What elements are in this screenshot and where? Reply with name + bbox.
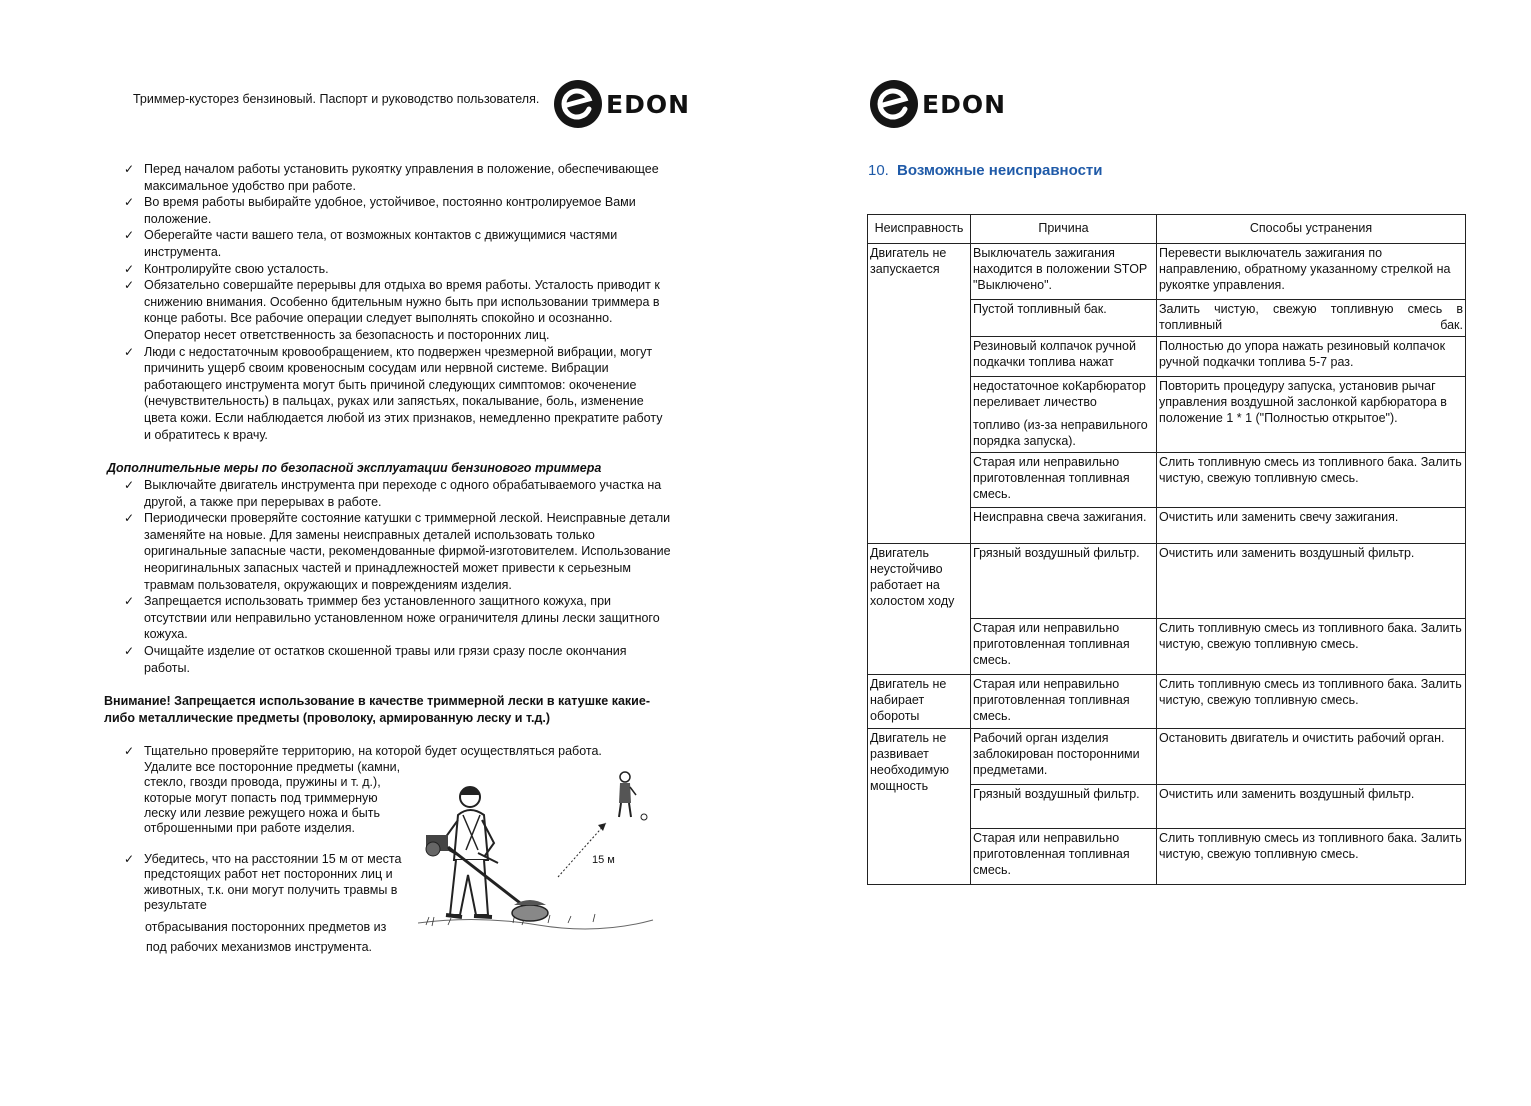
checkmark-icon: ✓ bbox=[124, 278, 135, 293]
cause-cell: Старая или неправильно приготовленная топливная смесь. bbox=[971, 829, 1157, 885]
logo-wordmark: EDON bbox=[606, 89, 691, 119]
fix-cell: Очистить или заменить воздушный фильтр. bbox=[1157, 544, 1466, 619]
checkmark-icon: ✓ bbox=[124, 594, 135, 609]
checkmark-icon: ✓ bbox=[124, 261, 135, 276]
fix-cell: Перевести выключатель зажигания по направлению, обратному указанному стрелкой на рукоятке управления. bbox=[1157, 244, 1466, 300]
list-item: ✓ Запрещается использовать триммер без установленного защитного кожуха, при отсутствии или неправильно установленном ноже ограничителя длины лески защитного кожуха. bbox=[124, 594, 660, 642]
cause-cell: Старая или неправильно приготовленная топливная смесь. bbox=[971, 453, 1157, 508]
list-item: ✓ Во время работы выбирайте удобное, устойчивое, постоянно контролируемое Вами положение. bbox=[124, 195, 636, 226]
table-row bbox=[868, 675, 1466, 729]
section-title bbox=[868, 162, 1102, 179]
table-row bbox=[868, 729, 1466, 785]
edon-logo-icon bbox=[553, 79, 603, 129]
fix-cell: Очистить или заменить свечу зажигания. bbox=[1157, 508, 1466, 544]
fix-cell: Слить топливную смесь из топливного бака. Залить чистую, свежую топливную смесь. bbox=[1157, 453, 1466, 508]
edon-logo-right bbox=[869, 79, 1006, 129]
fix-cell: Очистить или заменить воздушный фильтр. bbox=[1157, 785, 1466, 829]
operator-figure bbox=[426, 787, 494, 917]
edon-logo bbox=[553, 79, 690, 129]
checkmark-icon: ✓ bbox=[124, 511, 135, 526]
cause-cell: Старая или неправильно приготовленная топливная смесь. bbox=[971, 675, 1157, 729]
table-row bbox=[868, 244, 1466, 300]
column-header: Неисправность bbox=[868, 215, 971, 244]
extra-safety-list bbox=[122, 477, 672, 676]
table-row bbox=[868, 544, 1466, 619]
fix-cell: Слить топливную смесь из топливного бака. Залить чистую, свежую топливную смесь. bbox=[1157, 675, 1466, 729]
section-number: 10. bbox=[868, 162, 889, 179]
fault-cell: Двигатель неустойчиво работает на холостом ходу bbox=[868, 544, 971, 675]
checkmark-icon: ✓ bbox=[124, 744, 135, 758]
checkmark-icon: ✓ bbox=[124, 643, 135, 658]
column-header: Причина bbox=[971, 215, 1157, 244]
list-item: ✓ Обязательно совершайте перерывы для отдыха во время работы. Усталость приводит к снижению внимания. Особенно бдительным нужно быть при использовании триммера в конце работы. Все рабочие операции следует выполнять спокойно и осознанно. Оператор несет ответственность за безопасность и посторонних лиц. bbox=[124, 278, 660, 342]
logo-wordmark: EDON bbox=[922, 89, 1007, 119]
fault-cell: Двигатель не развивает необходимую мощность bbox=[868, 729, 971, 885]
checkmark-icon: ✓ bbox=[124, 162, 135, 176]
list-item: ✓ Перед началом работы установить рукоятку управления в положение, обеспечивающее максимальное удобство при работе. bbox=[124, 162, 659, 193]
cause-cell: Неисправна свеча зажигания. bbox=[971, 508, 1157, 544]
fix-cell: Остановить двигатель и очистить рабочий орган. bbox=[1157, 729, 1466, 785]
warning-text: Внимание! Запрещается использование в качестве триммерной лески в катушке какие-либо металлические предметы (проволоку, армированную леску и т.д.) bbox=[104, 694, 650, 725]
distance-label: 15 м bbox=[592, 854, 615, 866]
list-item: ✓ Контролируйте свою усталость. bbox=[124, 261, 329, 276]
list-item: ✓ Люди с недостаточным кровообращением, кто подвержен чрезмерной вибрации, могут причинить ущерб своим кровеносным сосудам или нервной системе. Вибрации работающего инструмента могут быть причиной следующих симптомов: окоченение (нечувствительность) в пальцах, руках или запястьях, покалывание, боль, изменение цвета кожи. Если наблюдается любой из этих признаков, немедленно прекратите работу и обратитесь к врачу. bbox=[124, 344, 663, 442]
checkmark-icon: ✓ bbox=[124, 195, 135, 210]
bottom-bullet-2: ✓ Убедитесь, что на расстоянии 15 м от места предстоящих работ нет посторонних лиц и животных, т.к. они могут получить травмы в результате bbox=[124, 852, 402, 912]
safety-list bbox=[122, 161, 672, 443]
cause-cell: Грязный воздушный фильтр. bbox=[971, 544, 1157, 619]
list-item: ✓ Периодически проверяйте состояние катушки с триммерной леской. Неисправные детали заменяйте на новые. Для замены неисправных деталей использовать только оригинальные запасные части, рекомендованные фирмой-изготовителем. Использование неоригинальных запасных частей и принадлежностей может привести к серьезным травмам пользователя, окружающих и повреждениям изделия. bbox=[124, 511, 671, 592]
edon-logo-icon bbox=[869, 79, 919, 129]
cause-cell: Резиновый колпачок ручной подкачки топлива нажат bbox=[971, 337, 1157, 377]
cause-cell: Рабочий орган изделия заблокирован посторонними предметами. bbox=[971, 729, 1157, 785]
cause-cell: Грязный воздушный фильтр. bbox=[971, 785, 1157, 829]
fix-cell: Слить топливную смесь из топливного бака. Залить чистую, свежую топливную смесь. bbox=[1157, 829, 1466, 885]
list-item: ✓ Выключайте двигатель инструмента при переходе с одного обрабатываемого участка на другой, а также при перерывах в работе. bbox=[124, 478, 662, 509]
column-header: Способы устранения bbox=[1157, 215, 1466, 244]
cause-cell: Старая или неправильно приготовленная топливная смесь. bbox=[971, 619, 1157, 675]
trimmer-safety-illustration bbox=[418, 765, 658, 937]
cause-cell: Выключатель зажигания находится в положении STOP "Выключено". bbox=[971, 244, 1157, 300]
checkmark-icon: ✓ bbox=[124, 344, 135, 359]
fix-cell: Повторить процедуру запуска, установив рычаг управления воздушной заслонкой карбюратора в положение 1 * 1 ("Полностью открытое"). bbox=[1157, 377, 1466, 453]
section-subheading: Дополнительные меры по безопасной эксплуатации бензинового триммера bbox=[107, 461, 602, 475]
checkmark-icon: ✓ bbox=[124, 478, 135, 492]
page-header-text: Триммер-кусторез бензиновый. Паспорт и руководство пользователя. bbox=[133, 92, 540, 106]
fix-cell: Залить чистую, свежую топливную смесь в топливный бак. bbox=[1157, 300, 1466, 337]
bottom-intro-line: ✓ Тщательно проверяйте территорию, на которой будет осуществляться работа. bbox=[124, 744, 602, 758]
fix-cell: Слить топливную смесь из топливного бака. Залить чистую, свежую топливную смесь. bbox=[1157, 619, 1466, 675]
checkmark-icon: ✓ bbox=[124, 228, 135, 243]
fault-cell: Двигатель не запускается bbox=[868, 244, 971, 544]
bottom-bullet-2-line-b: под рабочих механизмов инструмента. bbox=[146, 940, 373, 954]
list-item: ✓ Очищайте изделие от остатков скошенной травы или грязи сразу после окончания работы. bbox=[124, 643, 627, 675]
bystander-figure bbox=[619, 772, 647, 820]
bottom-bullet-1: Удалите все посторонние предметы (камни, стекло, гвозди провода, пружины и т. д.), которые могут попасть под триммерную леску или лезвие режущего ножа и быть отброшенными при работе изделия. bbox=[144, 760, 401, 836]
troubleshooting-table bbox=[867, 214, 1466, 885]
section-title-text: Возможные неисправности bbox=[897, 162, 1103, 179]
list-item: ✓ Оберегайте части вашего тела, от возможных контактов с движущимися частями инструмента. bbox=[124, 228, 618, 259]
cause-cell: недостаточное коКарбюратор переливает личество топливо (из-за неправильного порядка запуска). bbox=[971, 377, 1157, 453]
checkmark-icon: ✓ bbox=[124, 852, 135, 866]
fault-cell: Двигатель не набирает обороты bbox=[868, 675, 971, 729]
fix-cell: Полностью до упора нажать резиновый колпачок ручной подкачки топлива 5-7 раз. bbox=[1157, 337, 1466, 377]
table-header-row bbox=[868, 215, 1466, 244]
bottom-bullet-2-line-a: отбрасывания посторонних предметов из bbox=[145, 920, 387, 934]
cause-cell: Пустой топливный бак. bbox=[971, 300, 1157, 337]
